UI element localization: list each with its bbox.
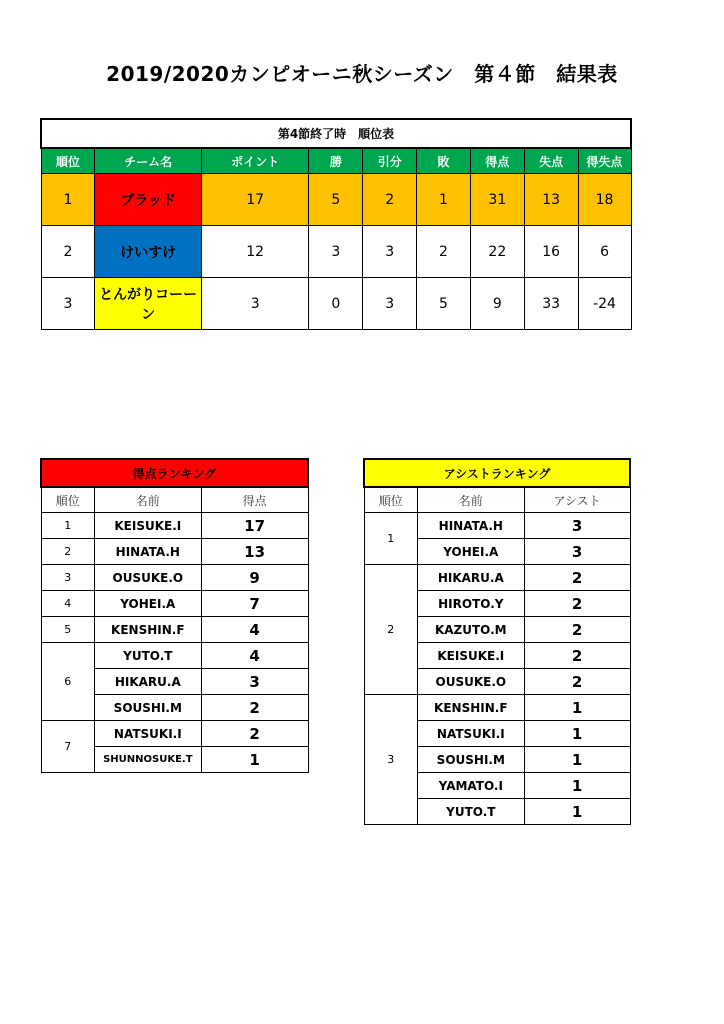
cell-rank: 1: [364, 513, 418, 565]
cell-name: KENSHIN.F: [418, 695, 525, 721]
assists-table: [363, 458, 631, 825]
header-losses: 敗: [417, 148, 471, 174]
table-row: [364, 565, 630, 591]
header-goals-for: 得点: [470, 148, 524, 174]
cell-value: 3: [201, 669, 308, 695]
cell-rank: 1: [41, 174, 95, 226]
cell-value: 2: [524, 643, 630, 669]
standings-caption: 第4節終了時 順位表: [41, 119, 631, 148]
cell-rank: 6: [41, 643, 94, 721]
cell-team: ブラッド: [95, 174, 202, 226]
cell-rank: 7: [41, 721, 94, 773]
table-row: [41, 591, 308, 617]
header-rank: 順位: [41, 148, 95, 174]
cell-value: 4: [201, 617, 308, 643]
standings-row: [41, 226, 631, 278]
cell-name: OUSUKE.O: [94, 565, 201, 591]
table-row: [41, 643, 308, 669]
assists-caption: アシストランキング: [364, 459, 630, 487]
cell-name: NATSUKI.I: [418, 721, 525, 747]
standings-row: [41, 278, 631, 330]
table-row: [41, 513, 308, 539]
cell-value: 1: [524, 695, 630, 721]
cell-wins: 5: [309, 174, 363, 226]
header-assists: アシスト: [524, 487, 630, 513]
table-row: [41, 721, 308, 747]
scorers-caption: 得点ランキング: [41, 459, 308, 487]
cell-value: 2: [524, 669, 630, 695]
header-draws: 引分: [363, 148, 417, 174]
cell-goals-against: 13: [524, 174, 578, 226]
cell-value: 1: [524, 721, 630, 747]
cell-name: KAZUTO.M: [418, 617, 525, 643]
page-title: 2019/2020カンピオーニ秋シーズン 第４節 結果表: [106, 62, 618, 86]
header-name: 名前: [94, 487, 201, 513]
cell-value: 4: [201, 643, 308, 669]
cell-rank: 3: [41, 278, 95, 330]
cell-losses: 1: [417, 174, 471, 226]
cell-name: SOUSHI.M: [418, 747, 525, 773]
cell-goals-against: 33: [524, 278, 578, 330]
cell-value: 3: [524, 513, 630, 539]
standings-row: [41, 174, 631, 226]
cell-value: 7: [201, 591, 308, 617]
cell-name: YOHEI.A: [418, 539, 525, 565]
cell-wins: 0: [309, 278, 363, 330]
cell-value: 1: [524, 773, 630, 799]
cell-name: YOHEI.A: [94, 591, 201, 617]
table-row: [41, 617, 308, 643]
cell-rank: 2: [364, 565, 418, 695]
cell-rank: 3: [364, 695, 418, 825]
table-row: [364, 695, 630, 721]
cell-losses: 2: [417, 226, 471, 278]
cell-team: とんがりコーーン: [95, 278, 202, 330]
cell-value: 1: [524, 747, 630, 773]
cell-value: 1: [201, 747, 308, 773]
cell-value: 2: [524, 591, 630, 617]
cell-value: 2: [201, 695, 308, 721]
cell-draws: 3: [363, 278, 417, 330]
cell-value: 2: [524, 565, 630, 591]
header-name: 名前: [418, 487, 525, 513]
cell-rank: 2: [41, 539, 94, 565]
cell-name: YUTO.T: [418, 799, 525, 825]
cell-name: YUTO.T: [94, 643, 201, 669]
table-row: [364, 513, 630, 539]
cell-goals-against: 16: [524, 226, 578, 278]
cell-name: HIKARU.A: [418, 565, 525, 591]
standings-header-row: [41, 148, 631, 174]
cell-losses: 5: [417, 278, 471, 330]
assists-header-row: [364, 487, 630, 513]
header-rank: 順位: [41, 487, 94, 513]
cell-rank: 2: [41, 226, 95, 278]
cell-name: HIKARU.A: [94, 669, 201, 695]
cell-value: 17: [201, 513, 308, 539]
cell-name: SOUSHI.M: [94, 695, 201, 721]
cell-goal-diff: 18: [578, 174, 631, 226]
cell-name: HIROTO.Y: [418, 591, 525, 617]
cell-team: けいすけ: [95, 226, 202, 278]
cell-value: 13: [201, 539, 308, 565]
cell-name: NATSUKI.I: [94, 721, 201, 747]
scorers-table: [40, 458, 309, 773]
cell-value: 9: [201, 565, 308, 591]
cell-goals-for: 9: [470, 278, 524, 330]
table-row: [41, 539, 308, 565]
cell-rank: 3: [41, 565, 94, 591]
cell-wins: 3: [309, 226, 363, 278]
header-wins: 勝: [309, 148, 363, 174]
cell-name: KEISUKE.I: [418, 643, 525, 669]
cell-name: OUSUKE.O: [418, 669, 525, 695]
cell-name: SHUNNOSUKE.T: [94, 747, 201, 773]
cell-rank: 5: [41, 617, 94, 643]
cell-points: 17: [201, 174, 309, 226]
cell-goals-for: 22: [470, 226, 524, 278]
cell-name: HINATA.H: [418, 513, 525, 539]
cell-goal-diff: 6: [578, 226, 631, 278]
header-points: ポイント: [201, 148, 309, 174]
header-goals-against: 失点: [524, 148, 578, 174]
cell-name: KEISUKE.I: [94, 513, 201, 539]
cell-value: 1: [524, 799, 630, 825]
cell-draws: 2: [363, 174, 417, 226]
cell-rank: 1: [41, 513, 94, 539]
cell-name: KENSHIN.F: [94, 617, 201, 643]
cell-goal-diff: -24: [578, 278, 631, 330]
header-team: チーム名: [95, 148, 202, 174]
table-row: [41, 565, 308, 591]
cell-rank: 4: [41, 591, 94, 617]
cell-points: 12: [201, 226, 309, 278]
header-rank: 順位: [364, 487, 418, 513]
cell-value: 2: [201, 721, 308, 747]
cell-points: 3: [201, 278, 309, 330]
header-goals: 得点: [201, 487, 308, 513]
header-goal-diff: 得失点: [578, 148, 631, 174]
cell-name: YAMATO.I: [418, 773, 525, 799]
cell-draws: 3: [363, 226, 417, 278]
scorers-header-row: [41, 487, 308, 513]
cell-goals-for: 31: [470, 174, 524, 226]
cell-value: 3: [524, 539, 630, 565]
cell-value: 2: [524, 617, 630, 643]
cell-name: HINATA.H: [94, 539, 201, 565]
standings-table: [40, 118, 632, 330]
